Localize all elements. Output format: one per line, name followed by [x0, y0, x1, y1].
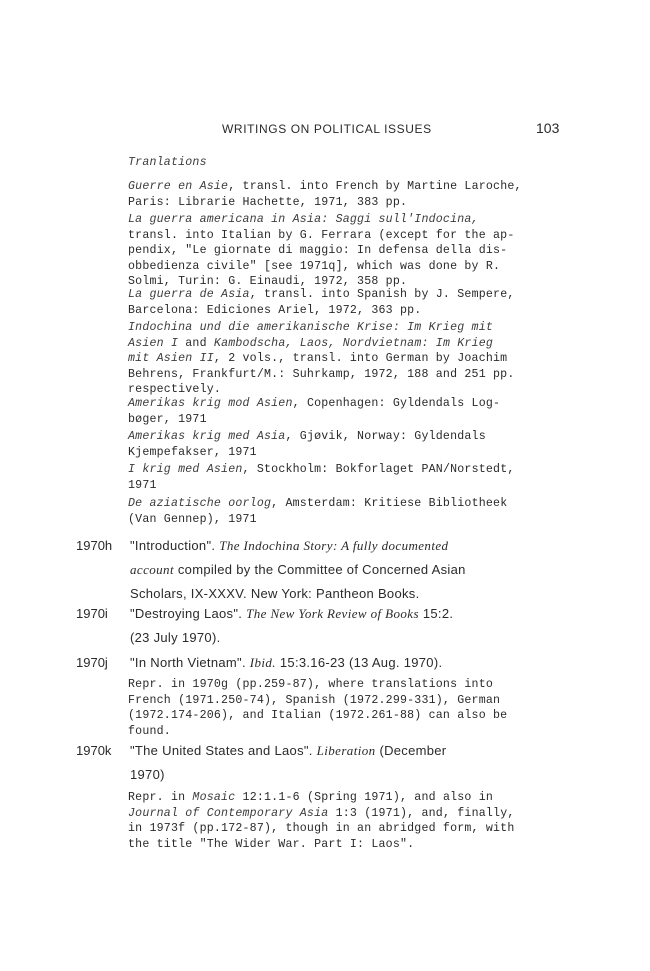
- entry-source: Liberation: [316, 743, 376, 758]
- translation-details: , 2 vols., transl. into German by Joachim Behrens, Frankfurt/M.: Suhrkamp, 1972, 188 and 251 pp. respectively.: [128, 352, 515, 397]
- entry-id: 1970j: [76, 655, 108, 670]
- entry-details: (December 1970): [130, 743, 447, 782]
- translation-item: [128, 212, 583, 290]
- translation-title: La guerra americana in Asia: Saggi sull'Indocina,: [128, 213, 479, 226]
- entry-details: 15:3.16-23 (13 Aug. 1970).: [275, 655, 443, 670]
- note-source: Journal of Contemporary Asia: [128, 806, 329, 820]
- entry-source: The Indochina Story: A fully documented account: [130, 538, 449, 577]
- translation-details: , transl. into Spanish by J. Sempere, Barcelona: Ediciones Ariel, 1972, 363 pp.: [128, 288, 515, 317]
- translation-item: [128, 320, 583, 398]
- entry-id: 1970k: [76, 743, 112, 758]
- entry-citation: [130, 739, 580, 787]
- note-source: Mosaic: [192, 791, 236, 804]
- translation-title: De aziatische oorlog: [128, 497, 272, 510]
- entry-details: 15:2. (23 July 1970).: [130, 606, 454, 645]
- entry-source: Ibid.: [249, 655, 276, 670]
- page-number: 103: [536, 120, 560, 136]
- translation-connector: and: [178, 336, 214, 350]
- note-text: 12:1.1-6 (Spring 1971), and also in: [242, 791, 494, 804]
- translation-item: [128, 429, 583, 460]
- translation-details: , Copenhagen: Gyldendals Log- bøger, 1971: [128, 397, 501, 426]
- entry-title: "In North Vietnam".: [130, 655, 250, 670]
- translation-item: [128, 287, 583, 318]
- entry-details: compiled by the Committee of Concerned Asian Scholars, IX-XXXV. New York: Pantheon Books.: [130, 562, 466, 601]
- translation-details: transl. into Italian by G. Ferrara (except for the ap- pendix, "Le giornate di maggio: In defensa della dis- obbedienza civile" [see 1971q], which was done by R. Solmi, Turin: G. Einaudi, 1972, 358 pp.: [128, 228, 515, 289]
- translation-title: Amerikas krig mod Asien: [128, 397, 293, 410]
- translation-title: I krig med Asien: [128, 463, 243, 476]
- translation-details: , transl. into French by Martine Laroche, Paris: Librarie Hachette, 1971, 383 pp.: [128, 180, 522, 209]
- translation-title-second: Kambodscha, Laos, Nordvietnam: Im Krieg mit Asien II: [128, 336, 494, 366]
- note-text: Repr. in: [128, 791, 193, 804]
- entry-source: The New York Review of Books: [246, 606, 419, 621]
- translations-heading: Tranlations: [128, 156, 207, 169]
- entry-note: Repr. in 1970g (pp.259-87), where translations into French (1971.250-74), Spanish (1972.299-331), German (1972.174-206), and Italian (1972.261-88) can also be found.: [128, 678, 508, 738]
- entry-citation: [130, 534, 580, 606]
- entry-citation: [130, 602, 580, 650]
- translation-item: [128, 496, 583, 527]
- translation-details: , Gjøvik, Norway: Gyldendals Kjempefakser, 1971: [128, 430, 486, 459]
- entry-id: 1970h: [76, 538, 113, 553]
- entry-title: "Destroying Laos".: [130, 606, 247, 621]
- entry-note: [128, 790, 583, 852]
- entry-citation: [130, 651, 580, 675]
- running-title: WRITINGS ON POLITICAL ISSUES: [222, 122, 432, 136]
- translation-title: Guerre en Asie: [128, 180, 229, 193]
- entry-title: "The United States and Laos".: [130, 743, 317, 758]
- translation-title: Amerikas krig med Asia: [128, 430, 286, 443]
- translation-title: La guerra de Asia: [128, 288, 250, 301]
- translation-item: [128, 396, 583, 427]
- entry-title: "Introduction".: [130, 538, 220, 553]
- translation-title: Indochina und die amerikanische Krise: Im Krieg mit Asien I: [128, 321, 494, 350]
- translation-item: [128, 462, 583, 493]
- translation-item: [128, 179, 583, 210]
- running-header: [0, 120, 650, 140]
- translation-details: , Stockholm: Bokforlaget PAN/Norstedt, 1971: [128, 463, 515, 492]
- translation-details: , Amsterdam: Kritiese Bibliotheek (Van Gennep), 1971: [128, 497, 508, 526]
- entry-id: 1970i: [76, 606, 108, 621]
- note-text: 1:3 (1971), and, finally, in 1973f (pp.172-87), though in an abridged form, with the title "The Wider War. Part I: Laos".: [128, 806, 515, 851]
